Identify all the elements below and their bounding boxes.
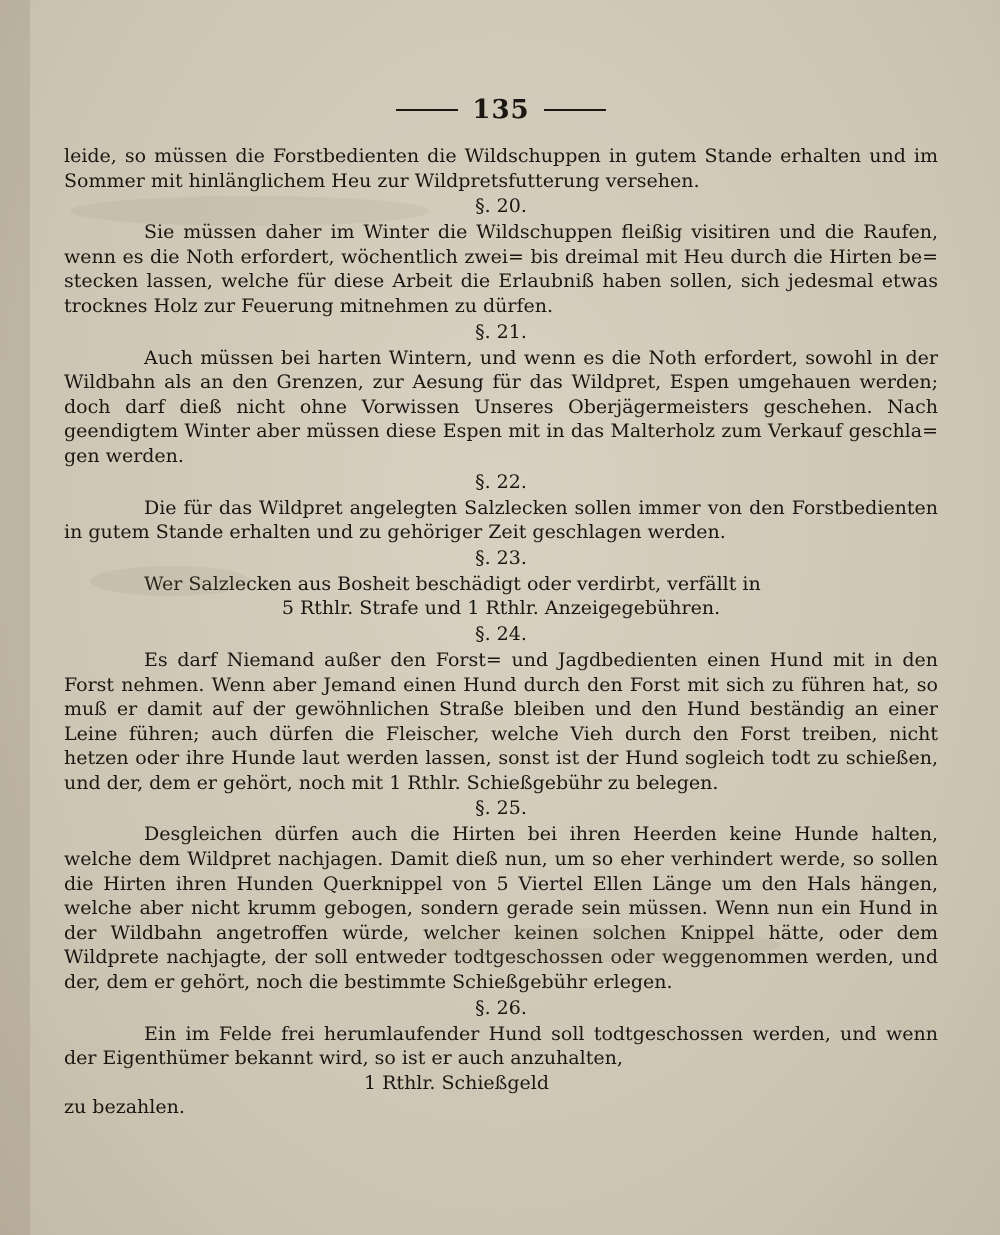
paragraph: leide, so müssen die Forstbedienten die Wildschuppen in gutem Stande erhalten und im Sommer mit hinlänglichem Heu zur Wildpretsfutterung versehen. (64, 145, 938, 192)
page-gutter-shadow (0, 0, 30, 1235)
page-header (64, 92, 938, 128)
section-heading: §. 22. (475, 470, 527, 493)
section-heading: §. 26. (475, 996, 527, 1019)
penalty-line: 5 Rthlr. Strafe und 1 Rthlr. Anzeigegebühren. (281, 597, 721, 620)
paragraph: Sie müssen daher im Winter die Wildschuppen fleißig visitiren und die Raufen, wenn es die Noth erfordert, wöchentlich zwei= bis dreimal mit Heu durch die Hirten be= stecken lassen, welche für diese Arbeit die Erlaubniß haben sollen, sich jedesmal etwas trocknes Holz zur Feuerung mitnehmen zu dürfen. (64, 221, 938, 317)
body-text (64, 144, 938, 1120)
paragraph: Es darf Niemand außer den Forst= und Jagdbedienten einen Hund mit in den Forst nehmen. Wenn aber Jemand einen Hund durch den Forst mit sich zu führen hat, so muß er damit auf der gewöhnlichen Straße bleiben und den Hund beständig an einer Leine führen; auch dürfen die Fleischer, welche Vieh durch den Forst treiben, nicht hetzen oder ihre Hunde laut werden lassen, sonst ist der Hund sogleich todt zu schießen, und der, dem er gehört, noch mit 1 Rthlr. Schießgebühr zu belegen. (64, 648, 938, 794)
section-heading: §. 21. (475, 320, 527, 343)
section-heading: §. 23. (475, 546, 527, 569)
paragraph: Auch müssen bei harten Wintern, und wenn es die Noth erfordert, sowohl in der Wildbahn als an den Grenzen, zur Aesung für das Wildpret, Espen umgehauen werden; doch darf dieß nicht ohne Vorwissen Unseres Oberjägermeisters geschehen. Nach geendigtem Winter aber müssen diese Espen mit in das Malterholz zum Verkauf geschla= gen werden. (64, 346, 938, 467)
penalty-line: 1 Rthlr. Schießgeld (364, 1071, 550, 1094)
section-heading: §. 25. (475, 797, 527, 820)
paragraph: Desgleichen dürfen auch die Hirten bei ihren Heerden keine Hunde halten, welche dem Wildpret nachjagen. Damit dieß nun, um so eher verhindert werde, so sollen die Hirten ihren Hunden Querknippel von 5 Viertel Ellen Länge um den Hals hängen, welche aber nicht krumm gebogen, sondern gerade sein müssen. Wenn nun ein Hund in der Wildbahn angetroffen würde, welcher keinen solchen Knippel hätte, oder dem Wildprete nachjagte, der soll entweder todtgeschossen oder weggenommen werden, und der, dem er gehört, noch die bestimmte Schießgebühr erlegen. (64, 823, 938, 994)
header-rule-left (396, 109, 458, 111)
section-heading: §. 20. (475, 195, 527, 218)
paragraph: Ein im Felde frei herumlaufender Hund soll todtgeschossen werden, und wenn der Eigenthümer bekannt wird, so ist er auch anzuhalten, (64, 1022, 938, 1070)
header-rule-right (544, 109, 606, 111)
page-number: 135 (472, 94, 530, 125)
section-heading: §. 24. (475, 622, 527, 645)
paragraph: Wer Salzlecken aus Bosheit beschädigt oder verdirbt, verfällt in (144, 572, 761, 595)
paragraph: zu bezahlen. (64, 1096, 185, 1119)
paragraph: Die für das Wildpret angelegten Salzlecken sollen immer von den Forstbedienten in gutem Stande erhalten und zu gehöriger Zeit geschlagen werden. (64, 496, 938, 544)
